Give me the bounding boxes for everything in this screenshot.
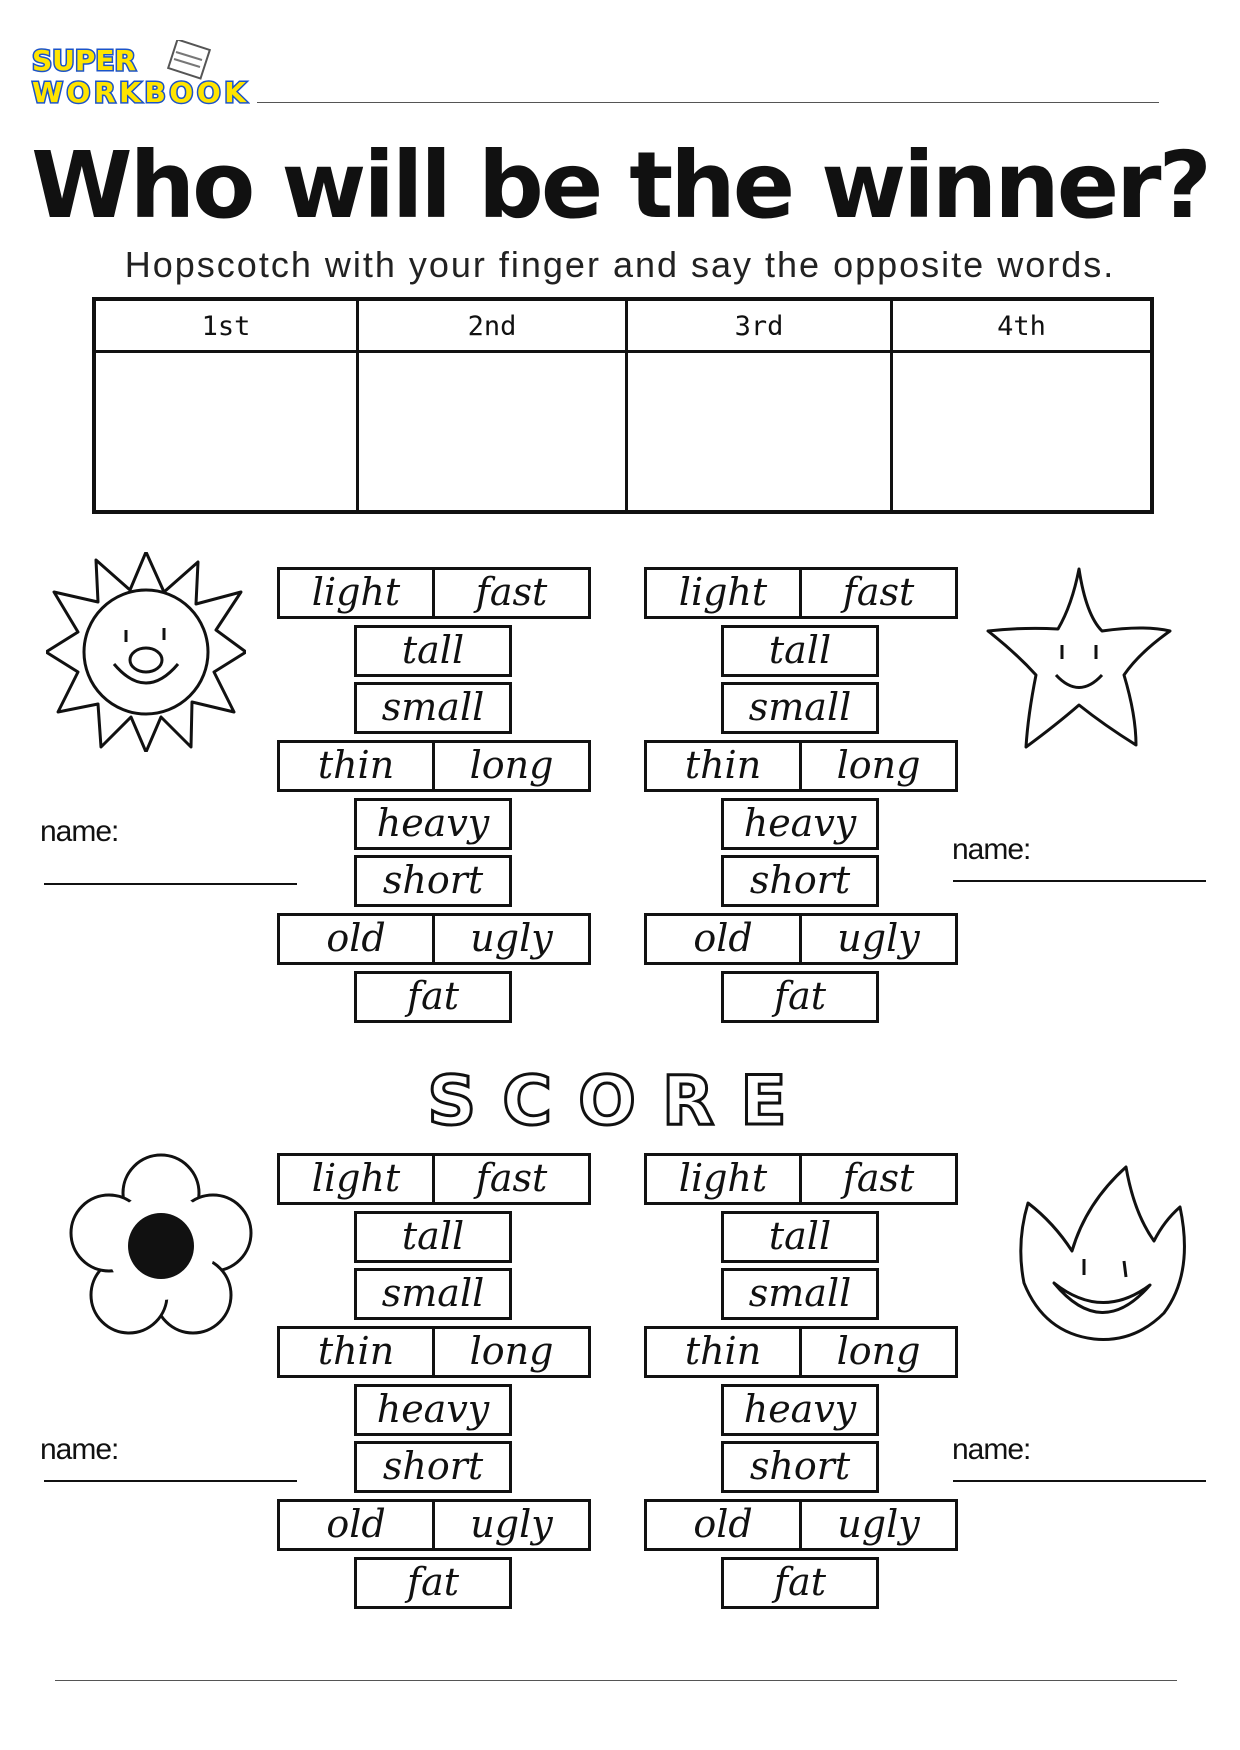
word-brick[interactable]: short bbox=[721, 855, 879, 907]
name-label: name: bbox=[952, 1433, 1031, 1466]
word-brick[interactable]: light bbox=[644, 1153, 802, 1205]
word-brick[interactable]: thin bbox=[644, 1326, 802, 1378]
rank-cell-3rd[interactable] bbox=[628, 353, 893, 510]
word-brick[interactable]: long bbox=[432, 1326, 591, 1378]
word-brick[interactable]: ugly bbox=[432, 913, 591, 965]
rank-header-1st: 1st bbox=[96, 301, 359, 353]
word-brick[interactable]: thin bbox=[644, 740, 802, 792]
sun-icon bbox=[46, 552, 246, 752]
word-brick[interactable]: heavy bbox=[721, 1384, 879, 1436]
rank-cell-4th[interactable] bbox=[893, 353, 1150, 510]
word-brick[interactable]: long bbox=[799, 1326, 958, 1378]
word-brick[interactable]: small bbox=[721, 1268, 879, 1320]
word-brick[interactable]: thin bbox=[277, 1326, 435, 1378]
hopscotch-grid bbox=[644, 567, 958, 1033]
word-brick[interactable]: fat bbox=[354, 971, 512, 1023]
word-brick[interactable]: thin bbox=[277, 740, 435, 792]
name-line[interactable] bbox=[44, 883, 297, 885]
word-brick[interactable]: old bbox=[277, 913, 435, 965]
word-brick[interactable]: old bbox=[277, 1499, 435, 1551]
ranking-table bbox=[92, 297, 1154, 514]
word-brick[interactable]: light bbox=[277, 567, 435, 619]
name-label: name: bbox=[952, 833, 1031, 866]
header-rule bbox=[257, 102, 1159, 103]
word-brick[interactable]: long bbox=[799, 740, 958, 792]
rank-header-2nd: 2nd bbox=[359, 301, 628, 353]
name-line[interactable] bbox=[44, 1480, 297, 1482]
word-brick[interactable]: ugly bbox=[432, 1499, 591, 1551]
rank-cell-1st[interactable] bbox=[96, 353, 359, 510]
super-workbook-logo bbox=[30, 40, 250, 108]
word-brick[interactable]: fast bbox=[432, 567, 591, 619]
logo-notepad-icon bbox=[168, 40, 210, 79]
hopscotch-grid bbox=[277, 567, 591, 1033]
word-brick[interactable]: tall bbox=[354, 1211, 512, 1263]
word-brick[interactable]: fat bbox=[721, 971, 879, 1023]
word-brick[interactable]: light bbox=[644, 567, 802, 619]
flame-icon bbox=[1014, 1163, 1194, 1343]
hopscotch-grid bbox=[644, 1153, 958, 1619]
word-brick[interactable]: short bbox=[354, 1441, 512, 1493]
word-brick[interactable]: ugly bbox=[799, 1499, 958, 1551]
hopscotch-grid bbox=[277, 1153, 591, 1619]
word-brick[interactable]: fat bbox=[354, 1557, 512, 1609]
name-label: name: bbox=[40, 1433, 119, 1466]
word-brick[interactable]: ugly bbox=[799, 913, 958, 965]
word-brick[interactable]: heavy bbox=[354, 1384, 512, 1436]
word-brick[interactable]: short bbox=[354, 855, 512, 907]
instructions: Hopscotch with your finger and say the opposite words. bbox=[124, 244, 1116, 285]
word-brick[interactable]: small bbox=[354, 682, 512, 734]
footer-rule bbox=[55, 1680, 1177, 1681]
word-brick[interactable]: fast bbox=[799, 567, 958, 619]
logo-line2: WORKBOOK bbox=[32, 76, 246, 108]
word-brick[interactable]: long bbox=[432, 740, 591, 792]
word-brick[interactable]: heavy bbox=[721, 798, 879, 850]
word-brick[interactable]: fast bbox=[432, 1153, 591, 1205]
rank-header-4th: 4th bbox=[893, 301, 1150, 353]
word-brick[interactable]: tall bbox=[721, 1211, 879, 1263]
word-brick[interactable]: tall bbox=[354, 625, 512, 677]
word-brick[interactable]: heavy bbox=[354, 798, 512, 850]
name-line[interactable] bbox=[953, 880, 1206, 882]
score-heading: SCORE bbox=[427, 1062, 813, 1141]
name-label: name: bbox=[40, 815, 119, 848]
logo-line1: SUPER bbox=[32, 44, 137, 77]
word-brick[interactable]: fat bbox=[721, 1557, 879, 1609]
rank-header-3rd: 3rd bbox=[628, 301, 893, 353]
word-brick[interactable]: old bbox=[644, 913, 802, 965]
word-brick[interactable]: old bbox=[644, 1499, 802, 1551]
page-title: Who will be the winner? bbox=[31, 132, 1209, 239]
rank-cell-2nd[interactable] bbox=[359, 353, 628, 510]
word-brick[interactable]: small bbox=[721, 682, 879, 734]
word-brick[interactable]: fast bbox=[799, 1153, 958, 1205]
word-brick[interactable]: tall bbox=[721, 625, 879, 677]
name-line[interactable] bbox=[953, 1480, 1206, 1482]
word-brick[interactable]: small bbox=[354, 1268, 512, 1320]
word-brick[interactable]: light bbox=[277, 1153, 435, 1205]
star-icon bbox=[984, 565, 1174, 755]
flower-icon bbox=[68, 1153, 254, 1339]
word-brick[interactable]: short bbox=[721, 1441, 879, 1493]
